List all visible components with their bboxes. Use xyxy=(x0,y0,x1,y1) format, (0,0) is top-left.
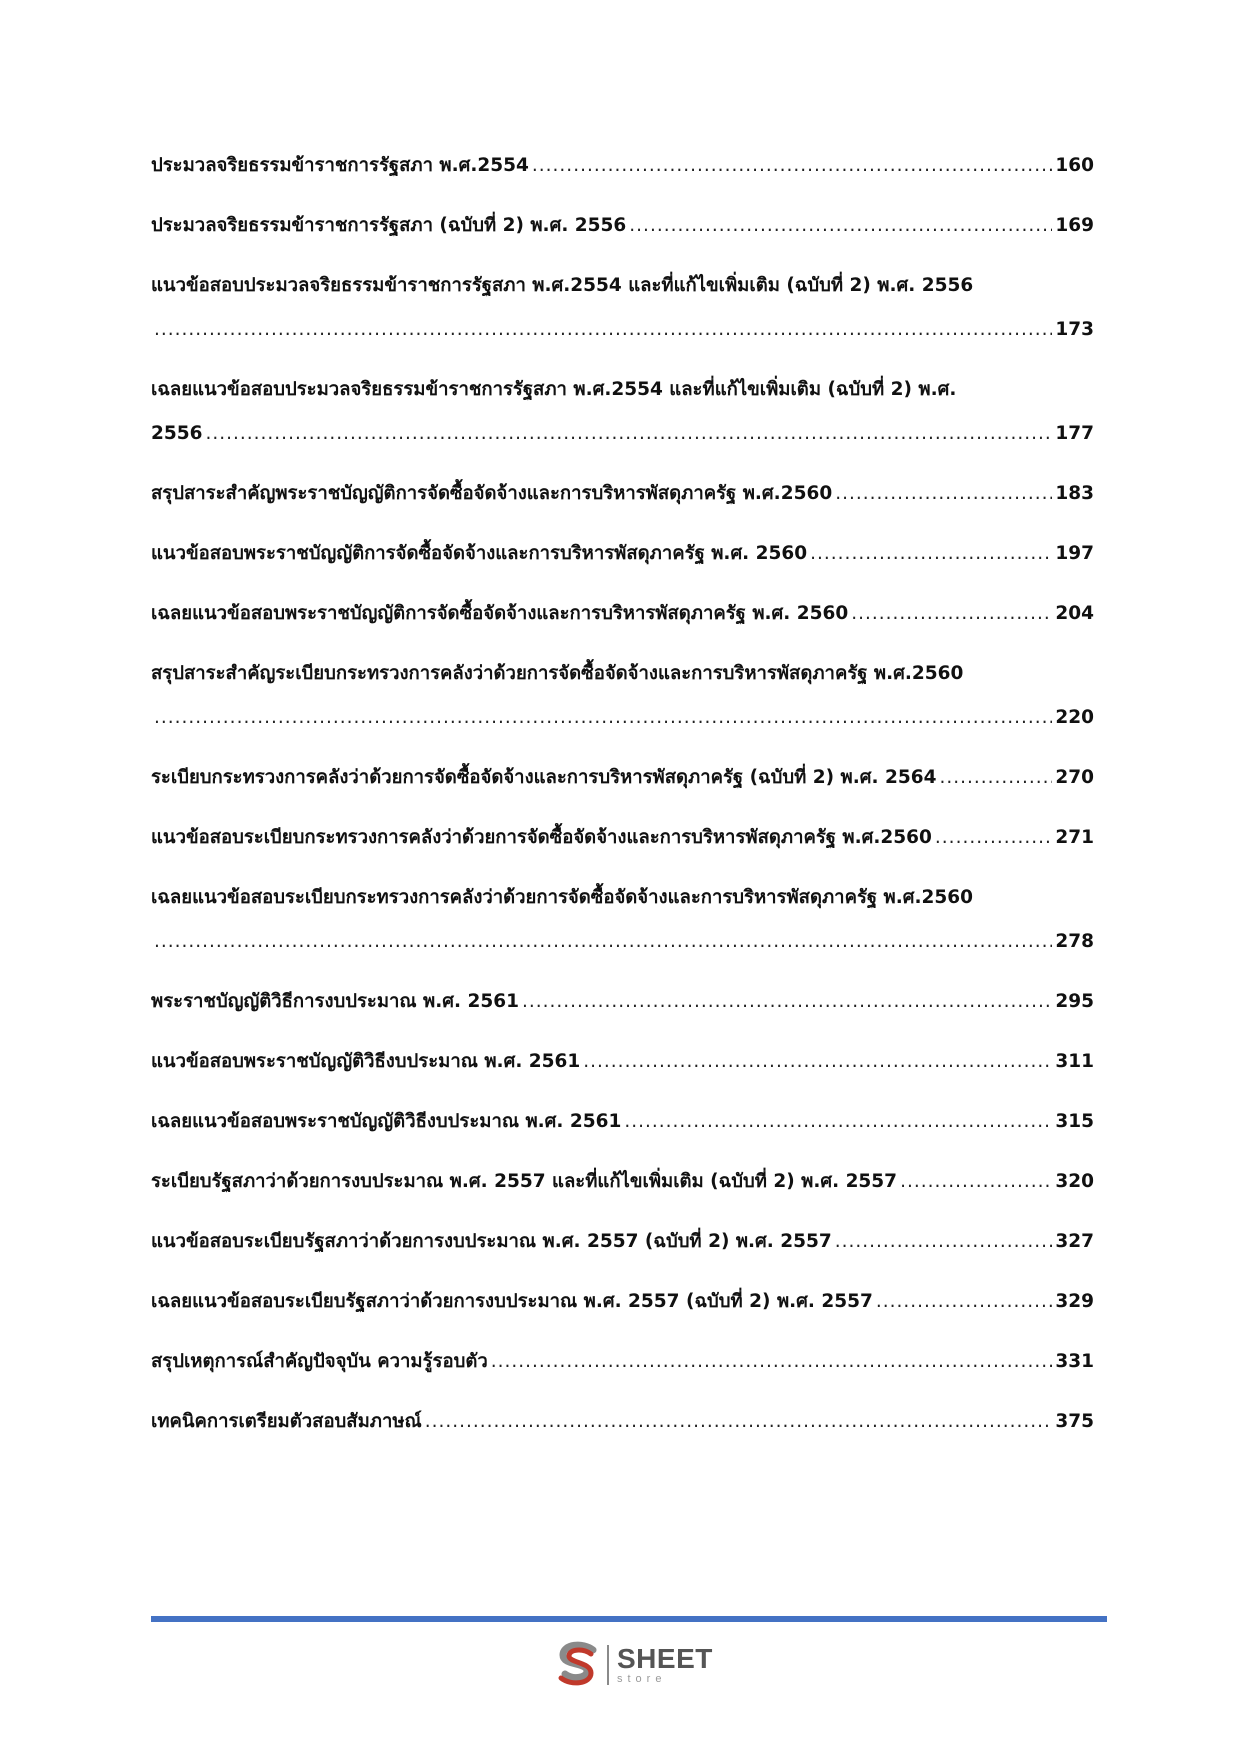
toc-line xyxy=(151,659,1094,689)
sheetstore-s-logo-icon xyxy=(553,1640,603,1690)
toc-entry[interactable] xyxy=(151,375,1094,449)
toc-entry[interactable] xyxy=(151,1407,1094,1437)
table-of-contents xyxy=(151,151,1094,1437)
toc-dot-leader xyxy=(425,1407,1053,1437)
toc-entry-title: ประมวลจริยธรรมข้าราชการรัฐสภา (ฉบับที่ 2) พ.ศ. 2556 xyxy=(151,215,627,236)
toc-dot-leader xyxy=(935,823,1052,853)
toc-page-number: 295 xyxy=(1055,991,1094,1012)
toc-entry-title: ประมวลจริยธรรมข้าราชการรัฐสภา พ.ศ.2554 xyxy=(151,155,529,176)
toc-page-number: 375 xyxy=(1055,1411,1094,1432)
toc-page-number: 320 xyxy=(1055,1171,1094,1192)
toc-line xyxy=(151,823,1094,853)
toc-dot-leader xyxy=(939,763,1052,793)
toc-entry[interactable] xyxy=(151,1227,1094,1257)
toc-dot-leader xyxy=(629,211,1052,241)
toc-entry[interactable] xyxy=(151,987,1094,1017)
toc-line xyxy=(151,1227,1094,1257)
toc-entry[interactable] xyxy=(151,1287,1094,1317)
toc-dot-leader xyxy=(154,927,1052,957)
toc-line xyxy=(151,151,1094,181)
toc-page-number: 169 xyxy=(1055,215,1094,236)
toc-entry-title: พระราชบัญญัติวิธีการงบประมาณ พ.ศ. 2561 xyxy=(151,991,519,1012)
toc-dot-leader xyxy=(154,315,1052,345)
toc-entry[interactable] xyxy=(151,1107,1094,1137)
sheetstore-logo xyxy=(553,1637,713,1693)
toc-entry-title: สรุปเหตุการณ์สำคัญปัจจุบัน ความรู้รอบตัว xyxy=(151,1351,488,1372)
toc-page-number: 197 xyxy=(1055,543,1094,564)
toc-entry-title: แนวข้อสอบพระราชบัญญัติการจัดซื้อจัดจ้างและการบริหารพัสดุภาครัฐ พ.ศ. 2560 xyxy=(151,543,808,564)
toc-entry-title: สรุปสาระสำคัญพระราชบัญญัติการจัดซื้อจัดจ้างและการบริหารพัสดุภาครัฐ พ.ศ.2560 xyxy=(151,483,833,504)
toc-line xyxy=(151,419,1094,449)
toc-line xyxy=(151,1347,1094,1377)
toc-entry-title: แนวข้อสอบระเบียบกระทรวงการคลังว่าด้วยการจัดซื้อจัดจ้างและการบริหารพัสดุภาครัฐ พ.ศ.2560 xyxy=(151,827,932,848)
toc-entry-title: เฉลยแนวข้อสอบระเบียบกระทรวงการคลังว่าด้วยการจัดซื้อจัดจ้างและการบริหารพัสดุภาครัฐ พ.ศ.2560 xyxy=(151,887,974,908)
toc-line xyxy=(151,703,1094,733)
toc-dot-leader xyxy=(206,419,1053,449)
toc-line xyxy=(151,927,1094,957)
toc-entry-title: เฉลยแนวข้อสอบพระราชบัญญัติการจัดซื้อจัดจ้างและการบริหารพัสดุภาครัฐ พ.ศ. 2560 xyxy=(151,603,849,624)
toc-page-number: 160 xyxy=(1055,155,1094,176)
toc-entry-title: แนวข้อสอบประมวลจริยธรรมข้าราชการรัฐสภา พ.ศ.2554 และที่แก้ไขเพิ่มเติม (ฉบับที่ 2) พ.ศ. 2556 xyxy=(151,275,974,296)
toc-page-number: 183 xyxy=(1055,483,1094,504)
toc-page-number: 220 xyxy=(1055,707,1094,728)
toc-entry[interactable] xyxy=(151,883,1094,957)
toc-entry-title: สรุปสาระสำคัญระเบียบกระทรวงการคลังว่าด้วยการจัดซื้อจัดจ้างและการบริหารพัสดุภาครัฐ พ.ศ.2560 xyxy=(151,663,964,684)
toc-entry-title: ระเบียบรัฐสภาว่าด้วยการงบประมาณ พ.ศ. 2557 และที่แก้ไขเพิ่มเติม (ฉบับที่ 2) พ.ศ. 2557 xyxy=(151,1171,898,1192)
toc-page-number: 329 xyxy=(1055,1291,1094,1312)
toc-entry[interactable] xyxy=(151,1347,1094,1377)
toc-entry[interactable] xyxy=(151,211,1094,241)
toc-line xyxy=(151,883,1094,913)
toc-dot-leader xyxy=(583,1047,1052,1077)
toc-line xyxy=(151,315,1094,345)
toc-line xyxy=(151,1107,1094,1137)
toc-entry[interactable] xyxy=(151,599,1094,629)
toc-line xyxy=(151,599,1094,629)
toc-line xyxy=(151,1167,1094,1197)
toc-entry[interactable] xyxy=(151,763,1094,793)
toc-dot-leader xyxy=(835,479,1052,509)
toc-dot-leader xyxy=(900,1167,1052,1197)
toc-entry-title: ระเบียบกระทรวงการคลังว่าด้วยการจัดซื้อจัดจ้างและการบริหารพัสดุภาครัฐ (ฉบับที่ 2) พ.ศ. 2564 xyxy=(151,767,937,788)
brand-name: SHEET xyxy=(617,1643,713,1674)
toc-page-number: 311 xyxy=(1055,1051,1094,1072)
toc-entry-title: แนวข้อสอบพระราชบัญญัติวิธีงบประมาณ พ.ศ. 2561 xyxy=(151,1051,581,1072)
toc-entry[interactable] xyxy=(151,1167,1094,1197)
toc-dot-leader xyxy=(532,151,1052,181)
toc-dot-leader xyxy=(522,987,1052,1017)
toc-dot-leader xyxy=(876,1287,1053,1317)
toc-entry[interactable] xyxy=(151,151,1094,181)
logo-separator xyxy=(607,1645,609,1685)
toc-dot-leader xyxy=(154,703,1052,733)
toc-page-number: 177 xyxy=(1055,423,1094,444)
toc-entry-title: เฉลยแนวข้อสอบประมวลจริยธรรมข้าราชการรัฐสภา พ.ศ.2554 และที่แก้ไขเพิ่มเติม (ฉบับที่ 2) พ.ศ. xyxy=(151,379,957,400)
toc-dot-leader xyxy=(624,1107,1052,1137)
toc-entry-title: 2556 xyxy=(151,423,203,444)
toc-line xyxy=(151,271,1094,301)
toc-entry[interactable] xyxy=(151,1047,1094,1077)
toc-entry-title: เฉลยแนวข้อสอบระเบียบรัฐสภาว่าด้วยการงบประมาณ พ.ศ. 2557 (ฉบับที่ 2) พ.ศ. 2557 xyxy=(151,1291,873,1312)
toc-page-number: 315 xyxy=(1055,1111,1094,1132)
toc-entry[interactable] xyxy=(151,659,1094,733)
toc-page-number: 271 xyxy=(1055,827,1094,848)
toc-page-number: 278 xyxy=(1055,931,1094,952)
toc-line xyxy=(151,211,1094,241)
toc-entry-title: เฉลยแนวข้อสอบพระราชบัญญัติวิธีงบประมาณ พ.ศ. 2561 xyxy=(151,1111,622,1132)
toc-dot-leader xyxy=(851,599,1052,629)
toc-line xyxy=(151,1407,1094,1437)
toc-entry-title: แนวข้อสอบระเบียบรัฐสภาว่าด้วยการงบประมาณ พ.ศ. 2557 (ฉบับที่ 2) พ.ศ. 2557 xyxy=(151,1231,832,1252)
toc-entry[interactable] xyxy=(151,479,1094,509)
toc-entry-title: เทคนิคการเตรียมตัวสอบสัมภาษณ์ xyxy=(151,1411,422,1432)
toc-page-number: 270 xyxy=(1055,767,1094,788)
toc-entry[interactable] xyxy=(151,823,1094,853)
toc-line xyxy=(151,987,1094,1017)
toc-dot-leader xyxy=(491,1347,1053,1377)
toc-entry[interactable] xyxy=(151,539,1094,569)
toc-dot-leader xyxy=(835,1227,1053,1257)
toc-line xyxy=(151,479,1094,509)
toc-dot-leader xyxy=(810,539,1052,569)
brand-wordmark xyxy=(617,1645,713,1685)
footer-divider xyxy=(151,1616,1107,1622)
toc-line xyxy=(151,763,1094,793)
toc-page-number: 331 xyxy=(1055,1351,1094,1372)
brand-subtitle: store xyxy=(617,1673,667,1685)
toc-line xyxy=(151,375,1094,405)
toc-page-number: 327 xyxy=(1055,1231,1094,1252)
toc-page-number: 173 xyxy=(1055,319,1094,340)
toc-entry[interactable] xyxy=(151,271,1094,345)
toc-line xyxy=(151,539,1094,569)
toc-line xyxy=(151,1047,1094,1077)
toc-page-number: 204 xyxy=(1055,603,1094,624)
toc-line xyxy=(151,1287,1094,1317)
